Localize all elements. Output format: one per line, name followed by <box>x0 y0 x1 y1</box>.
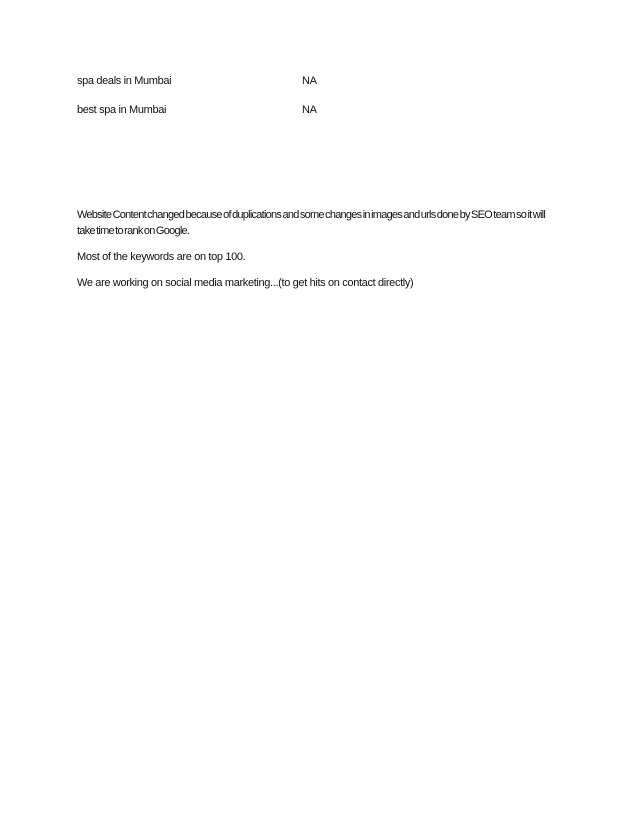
keyword-text: best spa in Mumbai <box>77 104 167 116</box>
keyword-text: spa deals in Mumbai <box>77 75 172 87</box>
content-change-note: Website Content changed because of duplications and some changes in images and urls done by SEO team so it will take time to rank on Google. <box>77 209 546 237</box>
social-media-note: We are working on social media marketing...(to get hits on contact directly) <box>77 277 414 289</box>
keyword-rank: NA <box>302 75 317 87</box>
keywords-status-note: Most of the keywords are on top 100. <box>77 251 246 263</box>
keyword-row <box>77 74 477 88</box>
keyword-rank: NA <box>302 104 317 116</box>
keyword-row <box>77 103 477 117</box>
